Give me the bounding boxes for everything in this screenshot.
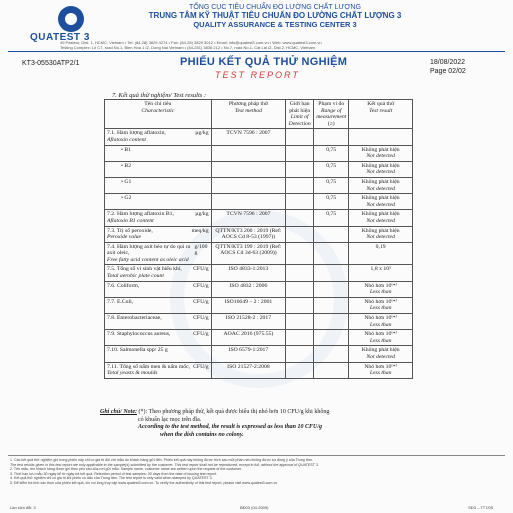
range-cell: [314, 145, 349, 161]
method-cell: [211, 210, 286, 226]
characteristic-line: [107, 179, 209, 186]
table-row: [105, 177, 413, 193]
characteristic-name: 7.1. Hàm lượng aflatoxin,: [107, 130, 166, 137]
range-cell: [314, 177, 349, 193]
revision: Lần sửa đổi: 3: [10, 505, 36, 510]
characteristic-line: [107, 211, 209, 218]
characteristic-name-en: Total yeasts & moulds: [107, 370, 158, 377]
result-text-en: Less than: [369, 337, 392, 344]
range-cell: [314, 129, 349, 145]
method-cell: [211, 145, 286, 161]
result-cell: [349, 194, 413, 210]
report-title-en: TEST REPORT: [215, 70, 300, 80]
method-text: TCVN 7596 : 2007: [226, 211, 271, 218]
org-line-3: QUALITY ASSURANCE & TESTING CENTER 3: [193, 20, 357, 29]
results-table: [104, 99, 413, 379]
header-method-vn: Phương pháp thử: [228, 101, 269, 107]
method-cell: [211, 330, 286, 346]
header-divider: [8, 51, 505, 52]
method-text: ISO 4832 : 2006: [229, 282, 268, 289]
note-block: [100, 409, 430, 439]
note-vn-1: Theo phương pháp thử, kết quả được biểu thị nhỏ hơn 10 CFU/g khi không: [148, 409, 330, 415]
characteristic-unit: CFU/g: [193, 363, 209, 370]
characteristic-unit: CFU/g: [193, 298, 209, 305]
characteristic-cell: [105, 265, 212, 281]
result-cell: [349, 210, 413, 226]
form-code: BĐ03 (04-2009): [240, 505, 269, 510]
characteristic-name: 7.10. Salmonella spp/ 25 g: [107, 347, 168, 354]
characteristic-unit: CFU/g: [193, 315, 209, 322]
result-cell: [349, 281, 413, 297]
org-line-1: TỔNG CỤC TIÊU CHUẨN ĐO LƯỜNG CHẤT LƯỢNG: [189, 4, 361, 11]
table-row: [105, 265, 413, 281]
characteristic-name: 7.7. E.Coli,: [107, 298, 134, 305]
method-cell: [211, 129, 286, 145]
footer-line-6: 5. Để kiểm tra tính xác thực của phiếu kết quả, xin vui lòng truy cập www.quatest3.com.vn. To verify the authenticity of this test report, please visit www.quatest3.com.vn: [10, 480, 278, 485]
characteristic-name: 7.4. Hàm lượng axit béo tự do qui ra axit oleic,: [107, 243, 191, 257]
characteristic-cell: [105, 314, 212, 330]
characteristic-name: 7.8. Enterobacteriaceae,: [107, 315, 162, 322]
result-cell: [349, 242, 413, 265]
range-cell: [314, 297, 349, 313]
lod-cell: [286, 177, 314, 193]
characteristic-unit: CFU/g: [193, 282, 209, 289]
characteristic-cell: [105, 226, 212, 242]
characteristic-line: [107, 195, 209, 202]
address-line-2: Testing Complex: Lô C7, road No.1, Bien Hoa 1 IZ, Dong Nai Vietnam • (84-251) 3836 212 • No.7, road No.1, Cat Lai IZ, Dist.2, HCMC, Vietnam: [60, 45, 315, 50]
characteristic-name: 7.9. Staphylococcus aureus,: [107, 331, 171, 338]
result-cell: [349, 226, 413, 242]
method-cell: [211, 281, 286, 297]
result-text-en: Not detected: [366, 234, 395, 241]
footer-line-5: 4. Kết quả thử nghiệm chỉ có giá trị khi phiếu có dấu của Trung tâm. The test report is only valid when stamped by QUATEST 3.: [10, 476, 213, 481]
range-text: 0,75: [326, 162, 337, 169]
result-text: Nhỏ hơn 10⁽*⁾: [364, 331, 397, 338]
range-cell: [314, 314, 349, 330]
footer-disclaimer: [10, 458, 505, 486]
footer-bottom: [10, 505, 505, 510]
characteristic-cell: [105, 330, 212, 346]
characteristic-line: [107, 147, 209, 154]
footer-line-1: 1. Các kết quả thử nghiệm ghi trong phiếu này chỉ có giá trị đối với mẫu do khách hàng gửi đến. Phiếu kết quả này không được trích sao một phần nếu không được sự đồng ý của Trung tâm.: [10, 458, 313, 462]
result-cell: [349, 330, 413, 346]
characteristic-cell: [105, 346, 212, 362]
page-number: Page 02/02: [430, 68, 466, 75]
result-cell: [349, 161, 413, 177]
table-row: [105, 129, 413, 145]
logo-text: QUATEST 3: [30, 32, 90, 43]
result-text: Không phát hiện: [361, 162, 400, 169]
characteristic-line: [107, 347, 209, 354]
range-cell: [314, 226, 349, 242]
footer-divider: [8, 455, 505, 456]
result-cell: [349, 314, 413, 330]
table-row: [105, 226, 413, 242]
range-cell: [314, 242, 349, 265]
header-characteristic: [105, 100, 212, 129]
lod-cell: [286, 210, 314, 226]
characteristic-cell: [105, 129, 212, 145]
characteristic-line: [107, 163, 209, 170]
characteristic-cell: [105, 145, 212, 161]
result-text: 1,8 x 10³: [370, 266, 391, 273]
note-en-1: According to the test method, the result is expressed as less than 10 CFU/g: [138, 424, 323, 430]
result-text-en: Not detected: [366, 201, 395, 208]
lod-cell: [286, 297, 314, 313]
quatest-logo: [8, 4, 128, 42]
table-row: [105, 145, 413, 161]
report-date-block: [430, 58, 466, 76]
header-method: [211, 100, 286, 129]
letterhead: [0, 0, 513, 52]
characteristic-name-en: Total aerobic plate count: [107, 273, 164, 280]
characteristic-line: [107, 364, 209, 371]
characteristic-cell: [105, 297, 212, 313]
footer-line-3: 2. Tên mẫu, tên khách hàng được ghi theo yêu cầu của nơi gửi mẫu. Sample name, customer name are written upon the request of the customer.: [10, 467, 242, 472]
characteristic-line: [107, 299, 209, 306]
characteristic-cell: [105, 210, 212, 226]
result-cell: [349, 265, 413, 281]
method-cell: [211, 177, 286, 193]
method-text: AOAC 2016 (975.55): [223, 331, 274, 338]
range-cell: [314, 346, 349, 362]
header-range-en: Range of measurement: [316, 107, 347, 121]
result-cell: [349, 346, 413, 362]
characteristic-name: 7.2. Hàm lượng aflatoxin B1,: [107, 211, 174, 218]
characteristic-name-en: Aflatoxin B1 content: [107, 217, 154, 224]
method-cell: [211, 297, 286, 313]
result-text-en: Not detected: [366, 153, 395, 160]
result-cell: [349, 129, 413, 145]
organization-heading: [130, 4, 420, 29]
result-text-en: Less than: [369, 289, 392, 296]
method-cell: [211, 265, 286, 281]
header-characteristic-vn: Tên chỉ tiêu: [144, 101, 172, 107]
method-text: QTTN/KT3 199 : 2019 (Ref: AOCS Cd 3d-63 (2009)): [215, 243, 282, 257]
characteristic-name: 7.5. Tổng số vi sinh vật hiếu khí,: [107, 266, 182, 273]
result-text: Không phát hiện: [361, 227, 400, 234]
table-row: [105, 314, 413, 330]
characteristic-name: 7.3. Trị số peroxide,: [107, 227, 153, 234]
characteristic-name: • B1: [121, 146, 132, 153]
result-text: Nhỏ hơn 10⁽*⁾: [364, 363, 397, 370]
header-range-vn: Phạm vi đo: [318, 101, 345, 107]
table-row: [105, 346, 413, 362]
characteristic-line: [107, 130, 209, 137]
lod-cell: [286, 346, 314, 362]
document-code: SĐ3 – TT7/05: [468, 505, 493, 510]
note-en-2: when the dish contains no colony.: [160, 431, 244, 438]
result-text-en: Not detected: [366, 185, 395, 192]
result-text: Nhỏ hơn 10⁽*⁾: [364, 282, 397, 289]
footer-line-4: 3. Thời hạn lưu mẫu 30 ngày kể từ ngày trả kết quả. Retention period of test samples: 30 days from the date of issuing test report.: [10, 471, 217, 476]
characteristic-name-en: Free fatty acid content as oleic acid: [107, 256, 189, 263]
section-heading: 7. Kết quả thử nghiệm/ Test results :: [112, 92, 207, 99]
result-text: 0,19: [375, 243, 386, 250]
range-cell: [314, 194, 349, 210]
lod-cell: [286, 161, 314, 177]
lod-cell: [286, 362, 314, 378]
method-text: ISO 4833-1:2013: [228, 266, 269, 273]
address-line-1: 49 Pasteur, Dist. 1, HCMC, Vietnam • Tel: (84-28) 3829 4274 • Fax: (84-28) 3829 3012 • Email: info@quatest3.com.vn • Web: www.quatest3.com.vn: [60, 40, 322, 45]
characteristic-cell: [105, 177, 212, 193]
range-cell: [314, 362, 349, 378]
method-text: TCVN 7596 : 2007: [226, 130, 271, 137]
result-text-en: Not detected: [366, 354, 395, 360]
lod-cell: [286, 226, 314, 242]
lod-cell: [286, 330, 314, 346]
method-cell: [211, 346, 286, 362]
header-lod: [286, 100, 314, 129]
result-text: Không phát hiện: [361, 146, 400, 153]
method-text: ISO 21527-2:2008: [227, 363, 270, 370]
range-cell: [314, 210, 349, 226]
lod-cell: [286, 281, 314, 297]
characteristic-cell: [105, 362, 212, 378]
result-text-en: Less than: [369, 321, 392, 328]
lod-cell: [286, 265, 314, 281]
characteristic-unit: CFU/g: [193, 331, 209, 338]
lod-cell: [286, 242, 314, 265]
header-lod-en: Limit of Detection: [288, 114, 311, 127]
characteristic-line: [107, 244, 209, 257]
org-address: [60, 40, 470, 50]
characteristic-line: [107, 228, 209, 235]
characteristic-name: 7.11. Tổng số nấm men & nấm mốc,: [107, 363, 191, 370]
table-row: [105, 330, 413, 346]
result-text: Không phát hiện: [361, 211, 400, 218]
characteristic-name: • G1: [121, 178, 132, 185]
characteristic-line: [107, 331, 209, 338]
characteristic-name: 7.6. Coliform,: [107, 282, 140, 289]
characteristic-cell: [105, 161, 212, 177]
method-text: ISO 21528-2 : 2017: [225, 315, 272, 322]
table-row: [105, 161, 413, 177]
characteristic-line: [107, 283, 209, 290]
lod-cell: [286, 145, 314, 161]
method-text: ISO16649 – 2 : 2001: [224, 298, 273, 305]
footer-line-2: The test results given in this test report are only applicable to the sample(s) submitted by the customer. This test report shall not be reproduced, except in full, without the approval of QUATEST 3.: [10, 462, 319, 467]
table-row: [105, 242, 413, 265]
note-label: Ghi chú/ Note:: [100, 409, 138, 415]
header-result: [349, 100, 413, 129]
method-cell: [211, 314, 286, 330]
characteristic-name-en: Aflatoxin content: [107, 136, 147, 143]
method-cell: [211, 242, 286, 265]
header-result-en: Test result: [369, 107, 393, 114]
method-cell: [211, 161, 286, 177]
range-cell: [314, 330, 349, 346]
range-cell: [314, 265, 349, 281]
header-range-symbol: (≥): [327, 120, 335, 127]
result-text: Không phát hiện: [361, 178, 400, 185]
characteristic-cell: [105, 281, 212, 297]
range-text: 0,75: [326, 211, 337, 218]
table-row: [105, 362, 413, 378]
characteristic-unit: CFU/g: [193, 266, 209, 273]
characteristic-cell: [105, 194, 212, 210]
characteristic-line: [107, 266, 209, 273]
method-cell: [211, 194, 286, 210]
result-cell: [349, 362, 413, 378]
result-text-en: Not detected: [366, 217, 395, 224]
range-cell: [314, 161, 349, 177]
lod-cell: [286, 314, 314, 330]
characteristic-unit: meq/kg: [191, 227, 209, 234]
report-date: 18/08/2022: [430, 59, 466, 66]
result-text: Không phát hiện: [361, 347, 400, 354]
table-row: [105, 281, 413, 297]
note-vn-2: có khuẩn lạc mọc trên đĩa.: [138, 416, 202, 423]
characteristic-unit: g/100 g: [194, 243, 208, 257]
result-text-en: Not detected: [366, 169, 395, 176]
result-text: Không phát hiện: [361, 195, 400, 202]
lod-cell: [286, 129, 314, 145]
header-characteristic-en: Characteristic: [141, 107, 175, 114]
header-range: [314, 100, 349, 129]
header-result-vn: Kết quả thử: [367, 101, 395, 107]
characteristic-name: • G2: [121, 195, 132, 202]
header-method-en: Test method: [234, 107, 262, 114]
method-text: QTTN/KT3 200 : 2019 (Ref: AOCS Cd 8-53 (1997)): [215, 227, 282, 241]
logo-emblem-icon: [58, 6, 84, 32]
header-lod-vn: Giới hạn phát hiện: [289, 101, 311, 114]
characteristic-unit: µg/kg: [195, 211, 209, 218]
result-text: Nhỏ hơn 10⁽*⁾: [364, 315, 397, 322]
range-text: 0,75: [326, 178, 337, 185]
note-mark: (*):: [138, 409, 148, 415]
result-cell: [349, 297, 413, 313]
method-cell: [211, 362, 286, 378]
characteristic-name-en: Peroxide value: [107, 234, 142, 241]
characteristic-name: • B2: [121, 162, 132, 169]
result-text-en: Less than: [369, 305, 392, 312]
table-row: [105, 297, 413, 313]
report-title-vn: PHIẾU KẾT QUẢ THỬ NGHIỆM: [180, 56, 348, 68]
result-cell: [349, 145, 413, 161]
range-text: 0,75: [326, 195, 337, 202]
result-cell: [349, 177, 413, 193]
method-text: ISO 6579-1:2017: [228, 347, 269, 354]
org-line-2: TRUNG TÂM KỸ THUẬT TIÊU CHUẨN ĐO LƯỜNG CHẤT LƯỢNG 3: [148, 11, 402, 20]
range-text: 0,75: [326, 146, 337, 153]
characteristic-cell: [105, 242, 212, 265]
method-cell: [211, 226, 286, 242]
characteristic-unit: µg/kg: [195, 130, 209, 137]
table-header-row: [105, 100, 413, 129]
range-cell: [314, 281, 349, 297]
result-text: Nhỏ hơn 10⁽*⁾: [364, 298, 397, 305]
table-row: [105, 210, 413, 226]
result-text-en: Less than: [369, 370, 392, 377]
lod-cell: [286, 194, 314, 210]
table-row: [105, 194, 413, 210]
report-code: KT3-05530ATP2/1: [22, 60, 80, 67]
characteristic-line: [107, 315, 209, 322]
